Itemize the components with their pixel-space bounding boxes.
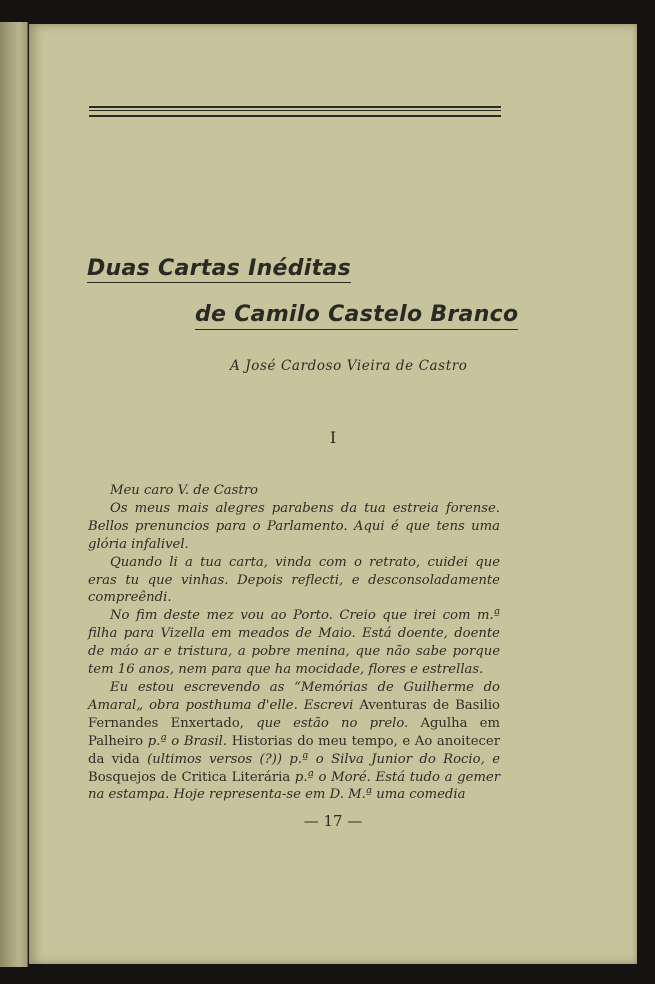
decorative-rule [89,106,501,117]
p4-segment-9: p.ª o Moré. Está tudo a gemer na estampa. Hoje representa-se em D. M.ª uma comedia [88,769,500,803]
left-page-edge [0,22,28,967]
section-number: I [329,428,337,447]
paragraph-4 [88,679,500,804]
p4-segment-2: Aventuras de Basilio Fernandes Enxertado, [88,697,500,731]
p4-segment-5: p.ª o Brasil. [147,733,228,749]
title-line-1: Duas Cartas Inéditas [87,256,351,281]
book-page [29,24,637,964]
p4-segment-7: (ultimos versos (?)) p.ª o Silva Junior do Rocio, e [147,751,500,767]
p4-segment-1: Eu estou escrevendo as “Memórias de Guilherme do Amaral„ obra posthuma d'elle. Escrevi [88,679,500,713]
salutation: Meu caro V. de Castro [110,483,258,498]
title-line-2: de Camilo Castelo Branco [195,302,518,330]
paragraph-3: No fim deste mez vou ao Porto. Creio que irei com m.ª filha para Vizella em meados de Maio. Está doente, doente de máo ar e tristura, a pobre menina, que não sabe porque tem 16 anos, nem para que ha mocidade, flores e estrellas. [88,608,500,678]
paragraph-1: Os meus mais alegres parabens da tua estreia forense. Bellos prenuncios para o Parlamento. Aqui é que tens uma glória infalivel. [88,500,500,552]
p4-segment-4: Agulha em Palheiro [88,715,500,749]
letter-body [88,482,500,804]
p4-segment-8: Bosquejos de Critica Literária [88,769,291,785]
paragraph-2: Quando li a tua carta, vinda com o retrato, cuidei que eras tu que vinhas. Depois reflecti, e desconsoladamente compreêndi. [88,554,500,606]
p4-segment-6: Historias do meu tempo, e Ao anoitecer da vida [88,733,500,767]
dedication: A José Cardoso Vieira de Castro [230,358,468,374]
p4-segment-3: que estão no prelo. [256,715,409,731]
page-number: — 17 — [303,812,363,830]
